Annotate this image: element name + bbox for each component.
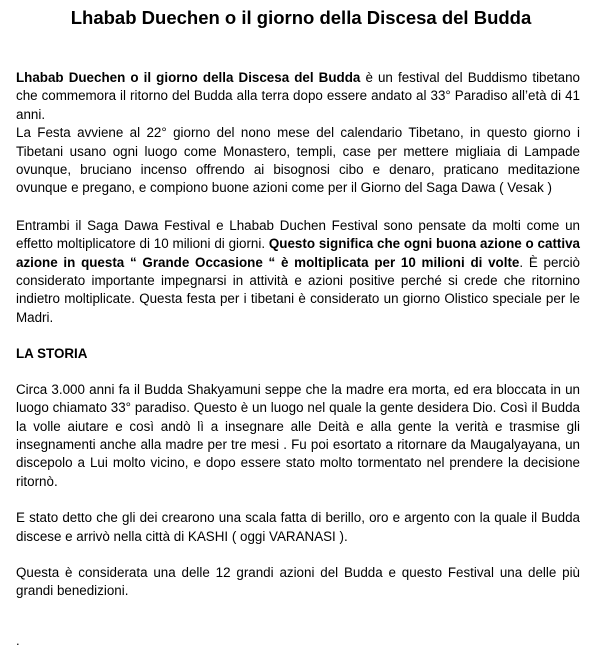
intro-text-a: è un festival del Buddismo tibetano che commemora il ritorno del Budda alla terra dopo essere andato al 33° Paradiso all’età di 41 anni. <box>16 70 580 122</box>
multiplier-bold: Questo significa che ogni buona azione o cattiva azione in questa “ Grande Occasione “ è moltiplicata per 10 milioni di volte <box>16 236 580 270</box>
multiplier-paragraph <box>16 217 580 327</box>
ladder-paragraph: E stato detto che gli dei crearono una scala fatta di berillo, oro e argento con la quale il Budda discese e arrivò nella città di KASHI ( oggi VARANASI ). <box>16 510 580 544</box>
intro-text-b: La Festa avviene al 22° giorno del nono mese del calendario Tibetano, in questo giorno i Tibetani usano ogni luogo come Monastero, templi, case per mettere migliaia di Lampade ovunque, bruciano incenso offrendo ai bisognosi cibo e denaro, praticano meditazione ovunque e pregano, e compiono buone azioni come per il Giorno del Saga Dawa ( Vesak ) <box>16 125 580 196</box>
intro-paragraph <box>16 69 580 198</box>
section-heading-storia: LA STORIA <box>16 346 88 362</box>
intro-bold-lead: Lhabab Duechen o il giorno della Discesa del Budda <box>16 70 361 85</box>
page-title: Lhabab Duechen o il giorno della Discesa del Budda <box>70 7 532 28</box>
document-page <box>16 0 580 649</box>
multiplier-text-b: . È perciò considerato importante impegnarsi in attività e azioni positive perché si crede che ritornino indietro moltiplicate. Questa festa per i tibetani è considerato un giorno Olistico speciale per le Madri. <box>16 254 580 325</box>
closing-paragraph: Questa è considerata una delle 12 grandi azioni del Budda e questo Festival una delle più grandi benedizioni. <box>16 564 580 599</box>
multiplier-text-a: Entrambi il Saga Dawa Festival e Lhabab Duchen Festival sono pensate da molti come un effetto moltiplicatore di 10 milioni di giorni. <box>16 217 580 252</box>
trailing-mark: . <box>16 632 20 648</box>
story-paragraph: Circa 3.000 anni fa il Budda Shakyamuni seppe che la madre era morta, ed era bloccata in un luogo chiamato 33° paradiso. Questo è un luogo nel quale la gente desidera Dio. Così il Budda la volle aiutare e così andò lì a insegnare alle Deità e alla gente la verità e trasmise gli insegnamenti anche alla madre per tre mesi . Fu poi esortato a ritornare da Maugalyayana, un discepolo a Lui molto vicino, e dopo essere stato molto tormentato nel prendere la decisione ritornò. <box>16 381 580 489</box>
